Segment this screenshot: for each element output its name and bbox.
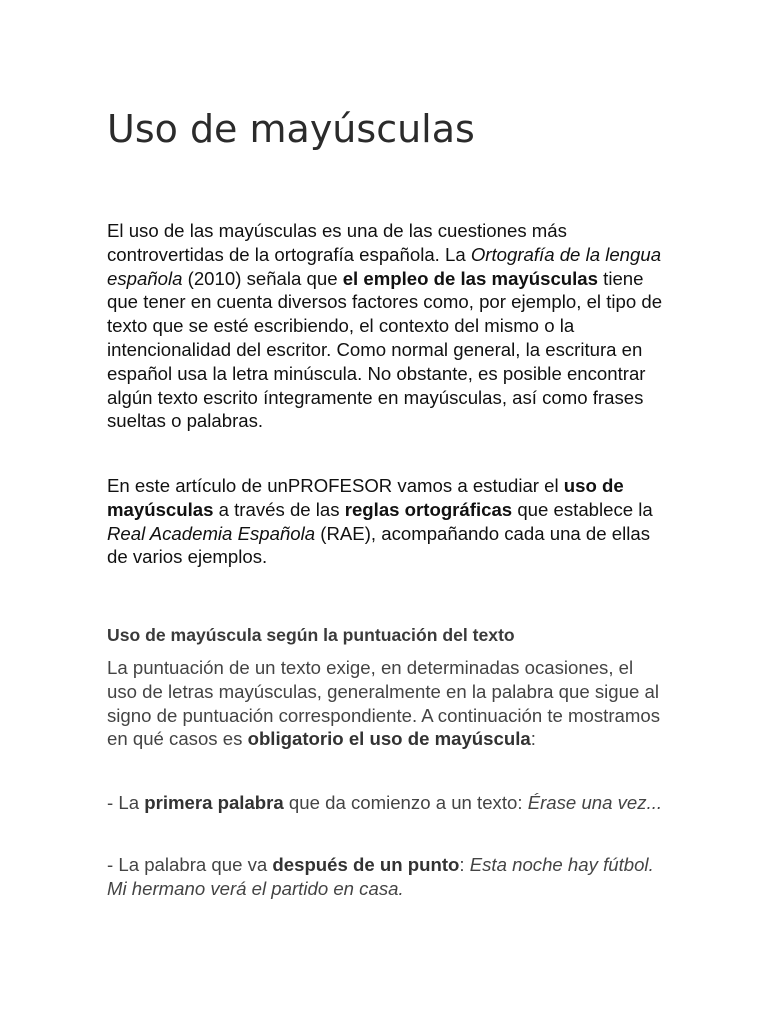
purpose-text-1: En este artículo de unPROFESOR vamos a estudiar el	[107, 475, 564, 496]
punctuation-emphasis: obligatorio el uso de mayúscula	[247, 728, 531, 750]
purpose-emphasis-1: uso de mayúsculas	[107, 475, 624, 520]
punctuation-text-2: :	[530, 728, 536, 750]
list-item-2-text-2: :	[459, 854, 470, 875]
purpose-emphasis-2: reglas ortográficas	[344, 498, 513, 520]
intro-emphasis: el empleo de las mayúsculas	[342, 267, 598, 289]
section-heading: Uso de mayúscula según la puntuación del texto	[107, 625, 515, 645]
list-item	[107, 853, 667, 901]
intro-paragraph	[107, 219, 667, 433]
intro-book-title: Ortografía de la lengua española	[107, 243, 662, 289]
list-item-1-text-2: que da comienzo a un texto:	[283, 792, 528, 813]
intro-text-1: El uso de las mayúsculas es una de las cuestiones más controvertidas de la ortografía española. La	[107, 220, 567, 265]
list-item-2-text-1: - La palabra que va	[107, 854, 273, 875]
purpose-text-4: (RAE), acompañando cada una de ellas de varios ejemplos.	[107, 522, 651, 568]
list-item	[107, 791, 667, 815]
intro-text-2: (2010) señala que	[182, 267, 343, 289]
list-item-1-emphasis: primera palabra	[144, 792, 284, 813]
purpose-text-3: que establece la	[512, 498, 653, 520]
list-item-2-example: Esta noche hay fútbol. Mi hermano verá el partido en casa.	[107, 854, 654, 899]
page-title: Uso de mayúsculas	[107, 107, 475, 151]
punctuation-paragraph	[107, 656, 667, 751]
purpose-institution: Real Academia Española	[107, 522, 316, 544]
list-item-1-text-1: - La	[107, 792, 145, 813]
article-purpose-paragraph	[107, 474, 667, 569]
list-item-1-example: Érase una vez...	[527, 792, 663, 813]
purpose-text-2: a través de las	[213, 498, 345, 520]
intro-text-3: tiene que tener en cuenta diversos factores como, por ejemplo, el tipo de texto que se esté escribiendo, el contexto del mismo o la intencionalidad del escritor. Como normal general, la escritura en español usa la letra minúscula. No obstante, es posible encontrar algún texto escrito íntegramente en mayúsculas, así como frases sueltas o palabras.	[107, 267, 663, 432]
punctuation-text-1: La puntuación de un texto exige, en determinadas ocasiones, el uso de letras mayúsculas, generalmente en la palabra que sigue al signo de puntuación correspondiente. A continuación te mostramos en qué casos es	[107, 657, 660, 750]
list-item-2-emphasis: después de un punto	[272, 854, 460, 875]
